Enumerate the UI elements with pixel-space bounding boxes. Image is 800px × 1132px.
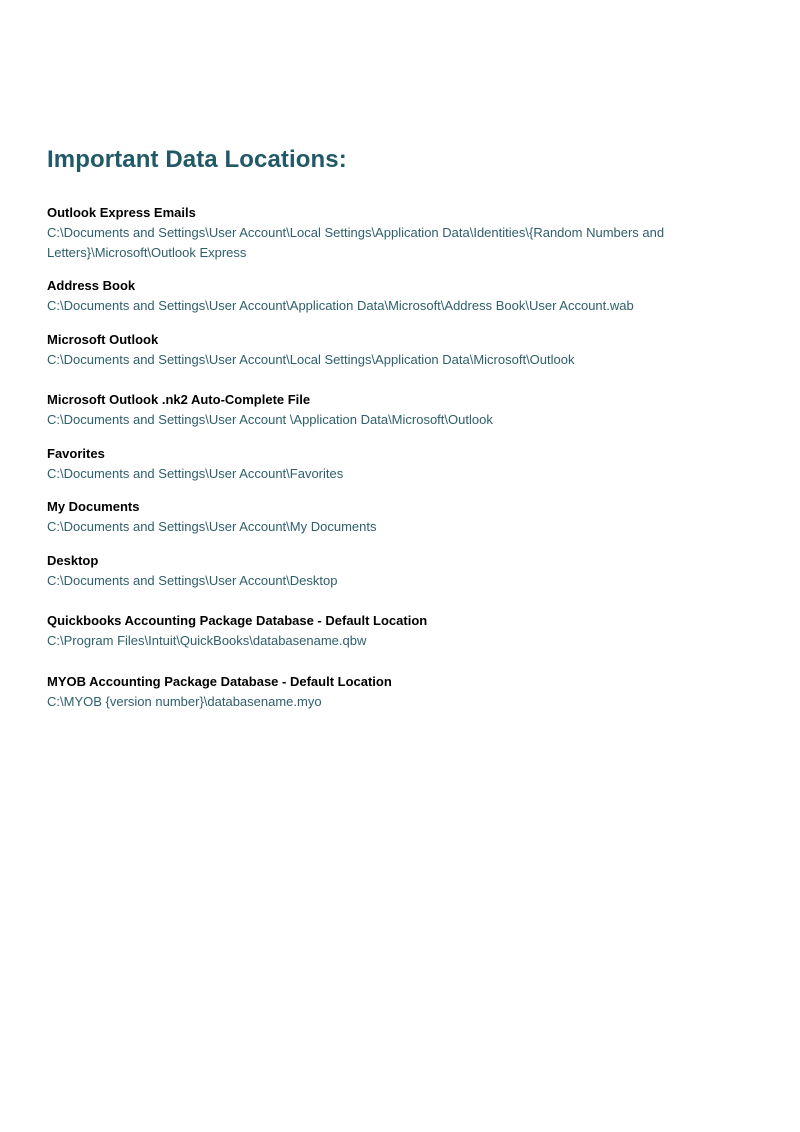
entry-label: Quickbooks Accounting Package Database - Default Location	[47, 613, 428, 628]
entry-label: MYOB Accounting Package Database - Default Location	[47, 674, 392, 689]
entry-label: Address Book	[47, 278, 136, 293]
page-title: Important Data Locations:	[47, 146, 347, 173]
entry-path: C:\Documents and Settings\User Account\Application Data\Microsoft\Address Book\User Account.wab	[47, 298, 634, 313]
entry-outlook-nk2-file	[47, 390, 767, 430]
entry-quickbooks-database	[47, 611, 767, 651]
entry-path: C:\Documents and Settings\User Account\Local Settings\Application Data\Microsoft\Outlook	[47, 352, 575, 367]
entry-label: My Documents	[47, 499, 140, 514]
entry-label: Desktop	[47, 553, 99, 568]
entry-my-documents	[47, 497, 767, 537]
entry-path: C:\MYOB {version number}\databasename.myo	[47, 694, 322, 709]
entry-path: C:\Program Files\Intuit\QuickBooks\databasename.qbw	[47, 633, 367, 648]
entry-path: C:\Documents and Settings\User Account\Local Settings\Application Data\Identities\{Random Numbers and Letters}\Microsoft\Outlook Express	[47, 225, 665, 260]
entry-label: Microsoft Outlook	[47, 332, 159, 347]
entry-path: C:\Documents and Settings\User Account \Application Data\Microsoft\Outlook	[47, 412, 493, 427]
entry-desktop	[47, 551, 767, 591]
entry-microsoft-outlook	[47, 330, 767, 370]
entry-outlook-express-emails	[47, 203, 767, 263]
entry-path: C:\Documents and Settings\User Account\My Documents	[47, 519, 377, 534]
entry-path: C:\Documents and Settings\User Account\Desktop	[47, 573, 338, 588]
entry-label: Outlook Express Emails	[47, 205, 196, 220]
entry-label: Favorites	[47, 446, 105, 461]
entry-myob-database	[47, 672, 767, 712]
entry-address-book	[47, 276, 767, 316]
entry-label: Microsoft Outlook .nk2 Auto-Complete File	[47, 392, 311, 407]
entry-path: C:\Documents and Settings\User Account\Favorites	[47, 466, 344, 481]
entry-favorites	[47, 444, 767, 484]
